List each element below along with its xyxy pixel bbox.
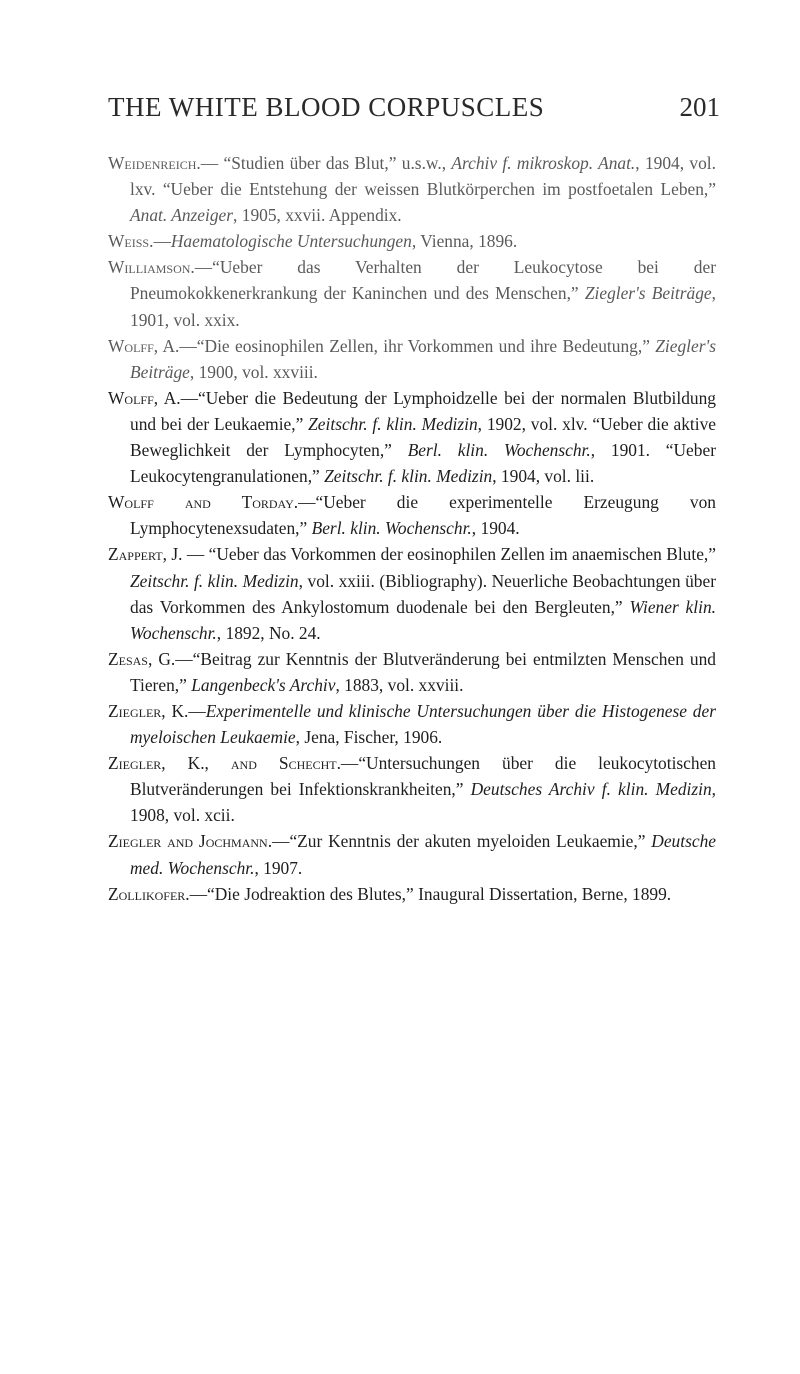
- entry-text: , 1908, vol. xcii.: [130, 779, 717, 826]
- entry-journal: Langenbeck's Archiv: [191, 674, 336, 695]
- entry-author: Williamson.: [108, 257, 195, 278]
- bib-entry: [108, 228, 716, 254]
- entry-text: , vol. xxiii. (Bibliography). Neuerliche Beobachtungen über das Vorkommen des Ankylostomum duodenale bei den Bergleuten,”: [130, 570, 716, 617]
- entry-text: , 1904, vol. lii.: [492, 466, 595, 487]
- entry-journal: Wiener klin. Wochenschr.: [130, 596, 716, 643]
- entry-journal: Berl. klin. Wochenschr.: [311, 518, 472, 539]
- entry-journal: Zeitschr. f. klin. Medizin: [308, 413, 478, 434]
- entry-text: , Vienna, 1896.: [411, 231, 518, 252]
- entry-journal: Haematologische Untersuchungen: [170, 231, 412, 252]
- running-head: THE WHITE BLOOD CORPUSCLES: [108, 92, 545, 122]
- entry-text: —“Untersuchungen über die leukocytotischen Blutveränderungen bei Infektionskrankheiten,”: [130, 753, 716, 800]
- entry-text: —“Die Jodreaktion des Blutes,” Inaugural Dissertation, Berne, 1899.: [189, 883, 672, 904]
- bib-entry: [108, 333, 716, 385]
- entry-journal: Zeitschr. f. klin. Medizin: [324, 466, 493, 487]
- entry-text: , 1883, vol. xxviii.: [335, 674, 464, 695]
- entry-text: , 1892, No. 24.: [216, 622, 321, 643]
- entry-text: —“Ueber das Verhalten der Leukocytose bei der Pneumokokkenerkrankung der Kaninchen und des Menschen,”: [130, 257, 716, 304]
- entry-text: — “Studien über das Blut,” u.s.w.,: [200, 153, 452, 173]
- entry-author: Wolff, A.: [108, 387, 181, 408]
- entry-text: —“Zur Kenntnis der akuten myeloiden Leukaemie,”: [272, 831, 652, 852]
- entry-author: Zollikofer.: [108, 883, 190, 904]
- entry-author: Ziegler, K., and Schecht.: [108, 753, 341, 774]
- entry-text: —“Beitrag zur Kenntnis der Blutveränderung bei entmilzten Menschen und Tieren,”: [130, 648, 716, 695]
- entry-text: , 1905, xxvii. Appendix.: [233, 205, 402, 226]
- entry-text: —“Die eosinophilen Zellen, ihr Vorkommen und ihre Bedeutung,”: [179, 335, 656, 356]
- entry-journal: Experimentelle und klinische Untersuchungen über die Histogenese der myeloischen Leukaemie: [130, 700, 716, 748]
- bib-entry: [108, 541, 716, 645]
- bib-entry: [108, 489, 716, 541]
- entry-author: Wolff and Torday.: [108, 492, 299, 513]
- entry-text: —: [188, 700, 206, 721]
- entry-text: , 1902, vol. xlv. “Ueber die aktive Beweglichkeit der Lymphocyten,”: [130, 413, 716, 461]
- entry-text: , 1904.: [471, 518, 520, 539]
- entry-text: —“Ueber die experimentelle Erzeugung von Lymphocytenexsudaten,”: [130, 492, 716, 539]
- page-number: 201: [679, 92, 720, 122]
- entry-author: Zesas, G.: [108, 648, 176, 669]
- entry-text: , 1900, vol. xxviii.: [189, 361, 318, 382]
- entry-text: , 1901. “Ueber Leukocytengranulationen,”: [130, 440, 716, 487]
- bib-entry: [108, 150, 716, 228]
- entry-author: Ziegler and Jochmann.: [108, 831, 273, 852]
- bib-entry: [108, 881, 716, 907]
- entry-text: — “Ueber das Vorkommen der eosinophilen Zellen im anaemischen Blute,”: [182, 544, 716, 565]
- entry-journal: Ziegler's Beiträge: [584, 283, 712, 304]
- bib-entry: [108, 254, 716, 332]
- entry-journal: Archiv f. mikroskop. Anat.: [451, 153, 636, 173]
- bib-entry: [108, 750, 716, 828]
- entry-author: Zappert, J.: [108, 544, 183, 565]
- entry-journal: Ziegler's Beiträge: [130, 335, 716, 382]
- entry-author: Weidenreich.: [108, 153, 201, 173]
- bibliography-list: [108, 150, 716, 907]
- entry-text: —“Ueber die Bedeutung der Lymphoidzelle bei der normalen Blutbildung und bei der Leukaemie,”: [130, 387, 716, 434]
- entry-text: , 1904, vol. lxv. “Ueber die Entstehung der weissen Blutkörperchen im postfoetalen Leben,”: [130, 153, 716, 200]
- entry-journal: Berl. klin. Wochenschr.: [407, 440, 591, 461]
- entry-text: , Jena, Fischer, 1906.: [295, 727, 443, 748]
- entry-text: —: [153, 231, 171, 252]
- entry-journal: Deutsche med. Wochenschr.: [130, 831, 716, 878]
- entry-journal: Anat. Anzeiger: [130, 205, 234, 226]
- entry-author: Wolff, A.: [108, 335, 180, 356]
- bib-entry: [108, 646, 716, 698]
- bib-entry: [108, 698, 716, 750]
- entry-author: Ziegler, K.: [108, 700, 189, 721]
- entry-journal: Zeitschr. f. klin. Medizin: [130, 570, 299, 591]
- entry-text: , 1907.: [254, 857, 303, 878]
- entry-journal: Deutsches Archiv f. klin. Medizin: [470, 779, 712, 800]
- bib-entry: [108, 385, 716, 489]
- page-header: [108, 92, 720, 123]
- entry-author: Weiss.: [108, 231, 154, 252]
- entry-text: , 1901, vol. xxix.: [130, 283, 716, 330]
- bib-entry: [108, 828, 716, 880]
